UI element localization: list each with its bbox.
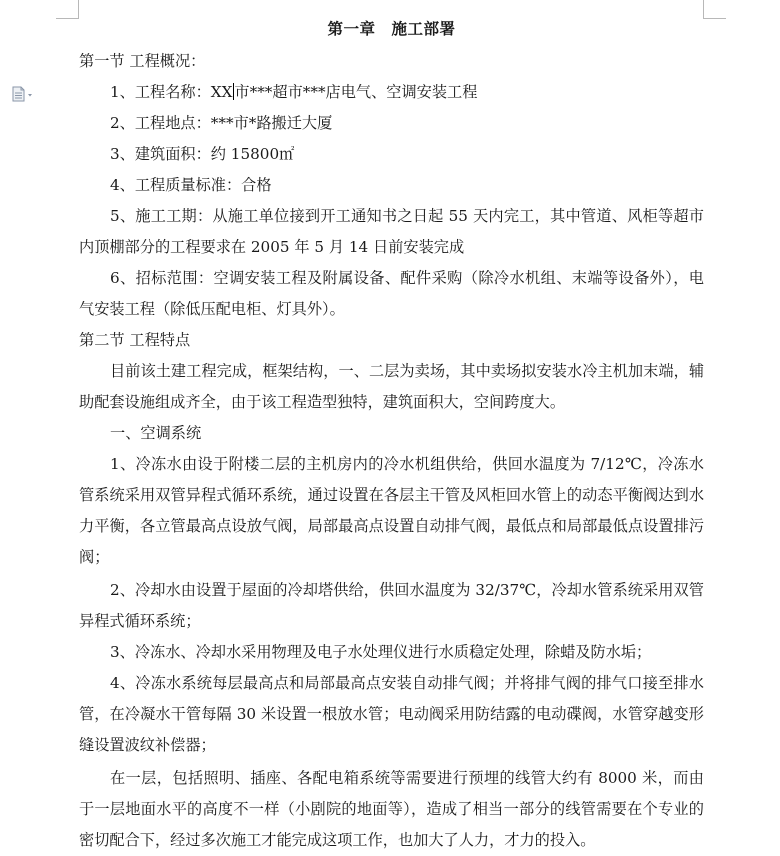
item-construction-period: 5、施工工期：从施工单位接到开工通知书之日起 55 天内完工，其中管道、风柜等超市内顶棚部分的工程要求在 2005 年 5 月 14 日前安装完成	[79, 207, 704, 256]
crop-mark-top-right	[703, 0, 726, 19]
crop-mark-top-left	[56, 0, 79, 19]
subheading-air-conditioning: 一、空调系统	[110, 424, 202, 442]
paragraph-exhaust-valves: 4、冷冻水系统每层最高点和局部最高点安装自动排气阀；并将排气阀的排气口接至排水管，在冷凝水干管每隔 30 米设置一根放水管；电动阀采用防结露的电动碟阀，水管穿越变形缝设置波纹补偿器；	[79, 674, 704, 754]
paragraph-intro: 目前该土建工程完成，框架结构，一、二层为卖场，其中卖场拟安装水冷主机加末端，辅助配套设施组成齐全，由于该工程造型独特，建筑面积大，空间跨度大。	[79, 362, 704, 411]
item-building-area: 3、建筑面积：约 15800㎡	[110, 145, 295, 163]
section-heading-features: 第二节 工程特点	[79, 331, 191, 349]
paragraph-chilled-water: 1、冷冻水由设于附楼二层的主机房内的冷水机组供给，供回水温度为 7/12℃，冷冻水管系统采用双管异程式循环系统，通过设置在各层主干管及风柜回水管上的动态平衡阀达到水力平衡，各立管最高点设放气阀，局部最高点设置自动排气阀，最低点和局部最低点设置排污阀；	[79, 455, 704, 566]
document-body[interactable]	[79, 15, 704, 856]
chapter-title: 第一章 施工部署	[327, 19, 456, 38]
paragraph-cooling-water: 2、冷却水由设置于屋面的冷却塔供给，供回水温度为 32/37℃，冷却水管系统采用双管异程式循环系统；	[79, 581, 704, 630]
item-project-location: 2、工程地点：***市*路搬迁大厦	[110, 114, 333, 132]
paragraph-first-floor: 在一层，包括照明、插座、各配电箱系统等需要进行预埋的线管大约有 8000 米，而由于一层地面水平的高度不一样（小剧院的地面等），造成了相当一部分的线管需要在个专业的密切配合下，经过多次施工才能完成这项工作，也加大了人力，才力的投入。	[79, 769, 704, 849]
document-icon[interactable]	[12, 86, 34, 102]
section-heading-overview: 第一节 工程概况：	[79, 52, 206, 70]
item-quality-standard: 4、工程质量标准：合格	[110, 176, 272, 194]
paragraph-water-treatment: 3、冷冻水、冷却水采用物理及电子水处理仪进行水质稳定处理，除蜡及防水垢；	[110, 643, 652, 661]
item-project-name: 1、工程名称：XX 市***超市***店电气、空调安装工程	[110, 83, 478, 101]
item-bid-scope: 6、招标范围：空调安装工程及附属设备、配件采购（除冷水机组、末端等设备外），电气安装工程（除低压配电柜、灯具外）。	[79, 269, 704, 318]
